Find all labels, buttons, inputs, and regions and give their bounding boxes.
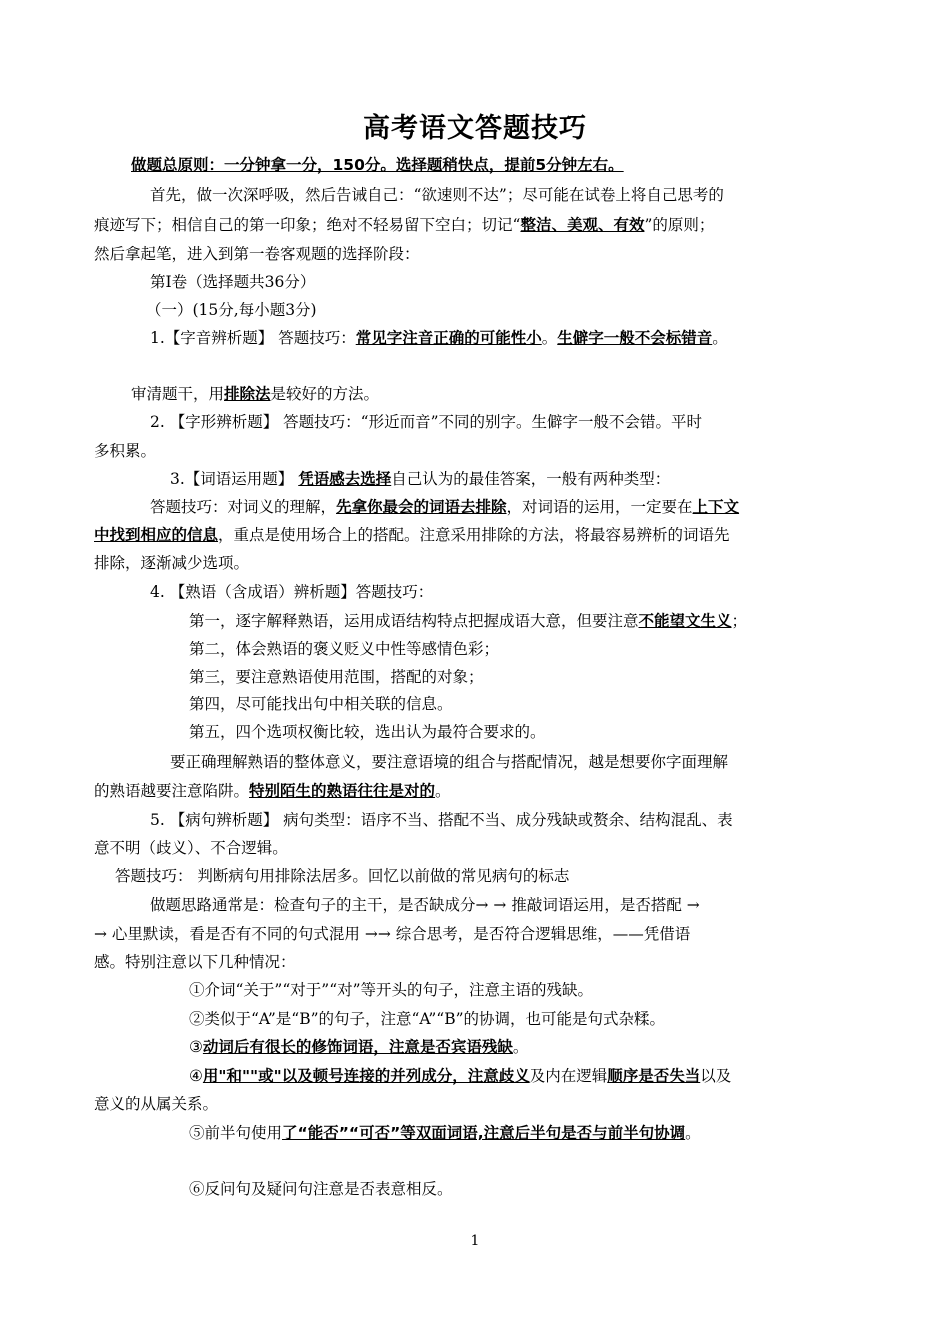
- q5-case-5: [189, 1123, 701, 1143]
- q4-note-1: 要正确理解熟语的整体意义，要注意语境的组合与搭配情况，越是想要你字面理解: [170, 753, 729, 771]
- q4-point-1-emphasis: 不能望文生义: [638, 612, 732, 630]
- intro-line-3: 然后拿起笔，进入到第一卷客观题的选择阶段：: [94, 245, 420, 263]
- q5-case-2: ②类似于“A”是“B”的句子，注意“A”“B”的协调，也可能是句式杂糅。: [189, 1010, 666, 1028]
- q4-note-2: [94, 781, 451, 801]
- q5-case-5-emphasis: 了“能否”“可否”等双面词语,注意后半句是否与前半句协调: [282, 1124, 686, 1142]
- q5-case-6: ⑥反问句及疑问句注意是否表意相反。: [189, 1180, 453, 1198]
- q4-point-2: 第二，体会熟语的褒义贬义中性等感情色彩；: [189, 640, 500, 658]
- q5-case-3: [189, 1037, 528, 1057]
- q4-note-text: 的熟语越要注意陷阱。: [94, 782, 250, 800]
- q4-note-emphasis: 特别陌生的熟语往往是对的: [249, 782, 436, 800]
- q5-case-5-text: ⑤前半句使用: [189, 1124, 283, 1142]
- principle-line: 做题总原则：一分钟拿一分，150分。选择题稍快点，提前5分钟左右。: [131, 156, 624, 174]
- q3-line-2: [150, 497, 739, 517]
- q1-punct-2: 。: [712, 329, 728, 347]
- intro-text: 痕迹写下；相信自己的第一印象；绝对不轻易留下空白；切记“: [94, 216, 521, 234]
- q4-point-5: 第五，四个选项权衡比较，选出认为最符合要求的。: [189, 723, 546, 741]
- q5-think-2: → 心里默读，看是否有不同的句式混用 →→ 综合思考，是否符合逻辑思维，——凭借语: [94, 925, 691, 943]
- q3-text: 自己认为的最佳答案，一般有两种类型：: [391, 470, 671, 488]
- q3-tip-2a: 上下文: [692, 498, 740, 516]
- q5-case-4-emphasis-1: 用"和""或"以及顿号连接的并列成分，注意歧义: [202, 1067, 530, 1085]
- q2-line-2: 多积累。: [94, 442, 157, 460]
- q4-point-1-text: 第一，逐字解释熟语，运用成语结构特点把握成语大意，但要注意: [189, 612, 639, 630]
- page-number: 1: [470, 1233, 480, 1249]
- q3-tip-label: 答题技巧：对词义的理解，: [150, 498, 337, 516]
- q5-case-4-line-2: 意义的从属关系。: [94, 1095, 219, 1113]
- q1-tip-1: 常见字注音正确的可能性小: [355, 329, 542, 347]
- volume-heading: 第Ⅰ卷（选择题共36分）: [150, 273, 316, 291]
- q5-tip: 答题技巧： 判断病句用排除法居多。回忆以前做的常见病句的标志: [115, 867, 570, 885]
- q3-tip-2b: 中找到相应的信息: [94, 526, 219, 544]
- q4-point-4: 第四，尽可能找出句中相关联的信息。: [189, 695, 453, 713]
- q1-punct-1: 。: [541, 329, 558, 347]
- q2-line-1: 2. 【字形辨析题】 答题技巧：“形近而音”不同的别字。生僻字一般不会错。平时: [150, 413, 702, 431]
- q3-label: 3.【词语运用题】: [170, 470, 299, 488]
- page-title: 高考语文答题技巧: [363, 113, 587, 144]
- q5-case-3-emphasis: 动词后有很长的修饰词语，注意是否宾语残缺: [202, 1038, 513, 1056]
- intro-text-end: ”的原则；: [644, 216, 715, 234]
- q1-line-2: [131, 384, 379, 404]
- q5-line-1: 5. 【病句辨析题】 病句类型：语序不当、搭配不当、成分残缺或赘余、结构混乱、表: [150, 811, 733, 829]
- intro-line-2: [94, 215, 714, 235]
- section-heading: （一）(15分,每小题3分): [146, 301, 317, 319]
- q5-line-2: 意不明（歧义）、不合逻辑。: [94, 839, 288, 857]
- q3-text-3: ，重点是使用场合上的搭配。注意采用排除的方法，将最容易辨析的词语先: [218, 526, 730, 544]
- q5-case-4-end: 以及: [700, 1067, 732, 1085]
- intro-emphasis: 整洁、美观、有效: [520, 216, 645, 234]
- q1-text-end: 是较好的方法。: [270, 385, 380, 403]
- q5-case-3-num: ③: [189, 1038, 203, 1056]
- q3-emphasis: 凭语感去选择: [298, 470, 392, 488]
- q5-think-3: 感。特别注意以下几种情况：: [94, 953, 296, 971]
- q5-case-4-emphasis-2: 顺序是否失当: [607, 1067, 701, 1085]
- q4-heading: 4. 【熟语（含成语）辨析题】答题技巧：: [150, 583, 434, 601]
- q4-point-3: 第三，要注意熟语使用范围，搭配的对象；: [189, 668, 484, 686]
- q5-case-4-text: 及内在逻辑: [529, 1067, 608, 1085]
- q5-think-1: 做题思路通常是：检查句子的主干，是否缺成分→ → 推敲词语运用，是否搭配 →: [150, 896, 700, 914]
- q1-tip-2: 生僻字一般不会标错音: [557, 329, 713, 347]
- q3-text-2: ，对词语的运用，一定要在: [506, 498, 693, 516]
- q5-case-1: ①介词“关于”“对于”“对”等开头的句子，注意主语的残缺。: [189, 981, 594, 999]
- q1-text: 审清题干，用: [131, 385, 225, 403]
- q1-method: 排除法: [224, 385, 271, 403]
- q1-line: [150, 328, 728, 348]
- q4-note-end: 。: [435, 782, 451, 800]
- q5-case-5-end: 。: [685, 1124, 701, 1142]
- q5-case-4-num: ④: [189, 1067, 203, 1085]
- q4-point-1: [189, 611, 747, 631]
- q3-line-4: 排除，逐渐减少选项。: [94, 554, 250, 572]
- q3-tip-1: 先拿你最会的词语去排除: [336, 498, 507, 516]
- q5-case-3-end: 。: [512, 1038, 529, 1056]
- q3-line-3: [94, 525, 730, 545]
- q1-label: 1.【字音辨析题】 答题技巧：: [150, 329, 356, 347]
- intro-line-1: 首先，做一次深呼吸，然后告诫自己：“欲速则不达”；尽可能在试卷上将自己思考的: [150, 186, 724, 204]
- q4-point-1-end: ；: [731, 612, 748, 630]
- q5-case-4: [189, 1066, 731, 1086]
- q3-line-1: [170, 469, 670, 489]
